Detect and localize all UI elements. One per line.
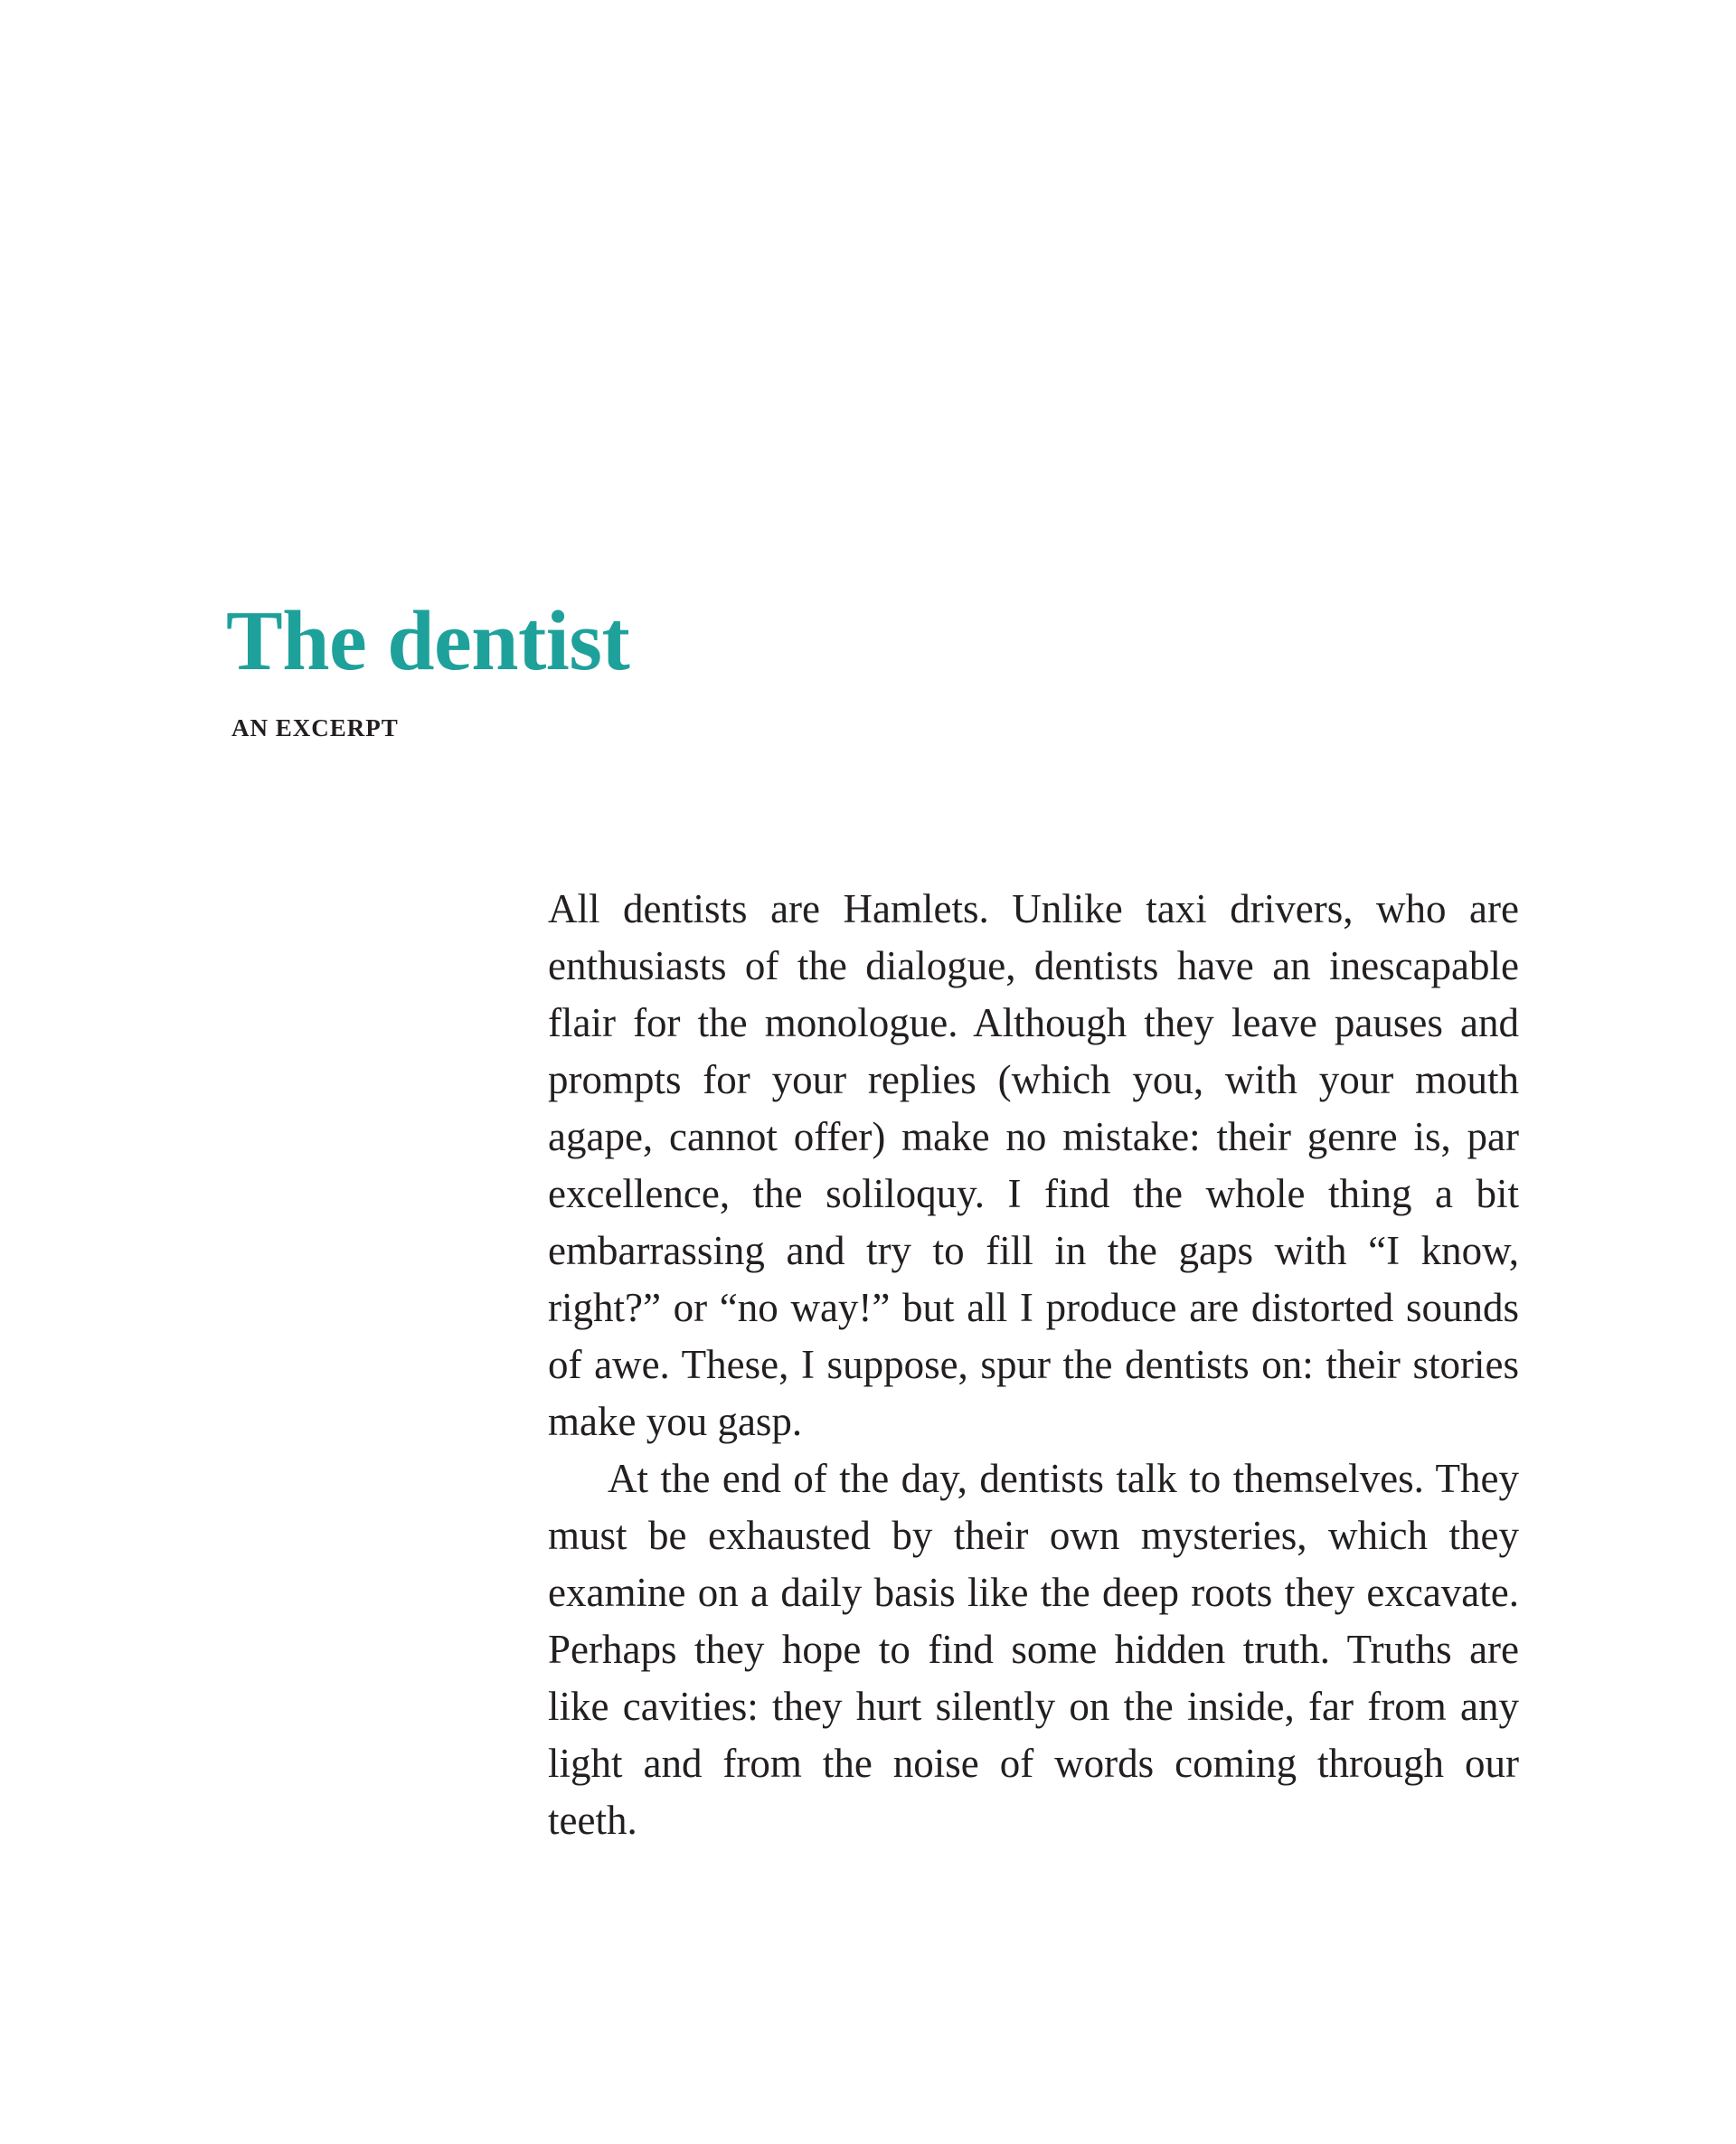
- article-body: [548, 881, 1519, 1849]
- paragraph-2: At the end of the day, dentists talk to themselves. They must be exhausted by their own mysteries, which they examine on a daily basis like the deep roots they excavate. Perhaps they hope to find some hidden truth. Truths are like cavities: they hurt silently on the inside, far from any light and from the noise of words coming through our teeth.: [548, 1456, 1519, 1843]
- page-title: The dentist: [226, 594, 630, 688]
- page-subtitle: AN EXCERPT: [231, 714, 399, 741]
- paragraph-1: All dentists are Hamlets. Unlike taxi drivers, who are enthusiasts of the dialogue, dentists have an inescapable flair for the monologue. Although they leave pauses and prompts for your replies (which you, with your mouth agape, cannot offer) make no mistake: their genre is, par excellence, the soliloquy. I find the whole thing a bit embarrassing and try to fill in the gaps with “I know, right?” or “no way!” but all I produce are distorted sounds of awe. These, I suppose, spur the dentists on: their stories make you gasp.: [548, 886, 1519, 1444]
